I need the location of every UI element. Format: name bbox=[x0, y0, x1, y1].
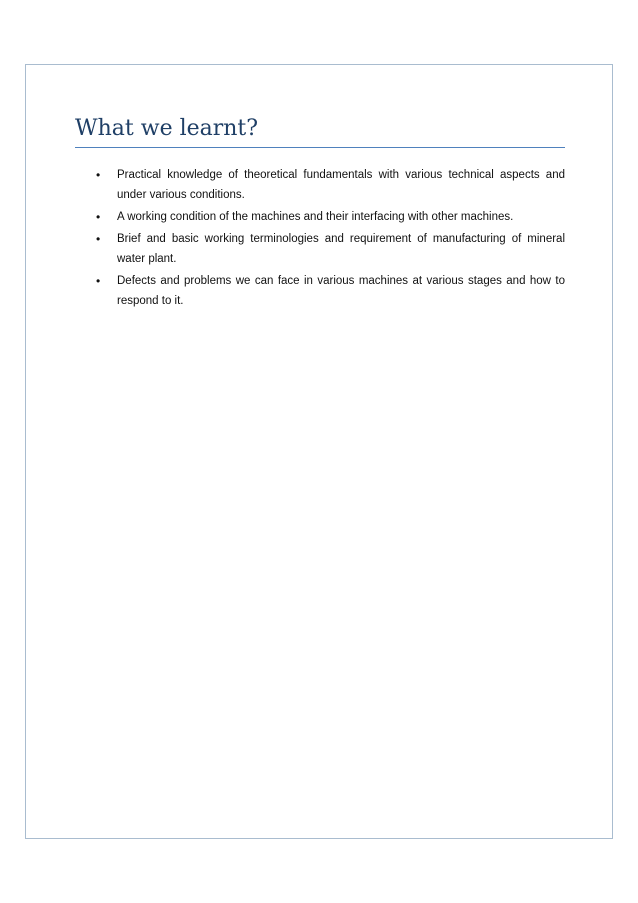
list-item bbox=[75, 229, 565, 269]
bullet-icon: • bbox=[96, 210, 101, 224]
bullet-icon: • bbox=[96, 274, 101, 288]
list-item-text: Practical knowledge of theoretical fundamentals with various technical aspects and under various conditions. bbox=[117, 169, 565, 201]
section-heading: What we learnt? bbox=[75, 116, 259, 141]
list-item-text: A working condition of the machines and their interfacing with other machines. bbox=[117, 211, 514, 223]
list-item-text: Defects and problems we can face in various machines at various stages and how to respond to it. bbox=[117, 275, 565, 307]
bullet-icon: • bbox=[96, 168, 101, 182]
list-item-text: Brief and basic working terminologies and requirement of manufacturing of mineral water plant. bbox=[117, 233, 565, 265]
learning-points-list bbox=[75, 165, 565, 313]
list-item bbox=[75, 165, 565, 205]
bullet-icon: • bbox=[96, 232, 101, 246]
list-item bbox=[75, 207, 565, 227]
list-item bbox=[75, 271, 565, 311]
heading-underline bbox=[75, 147, 565, 148]
